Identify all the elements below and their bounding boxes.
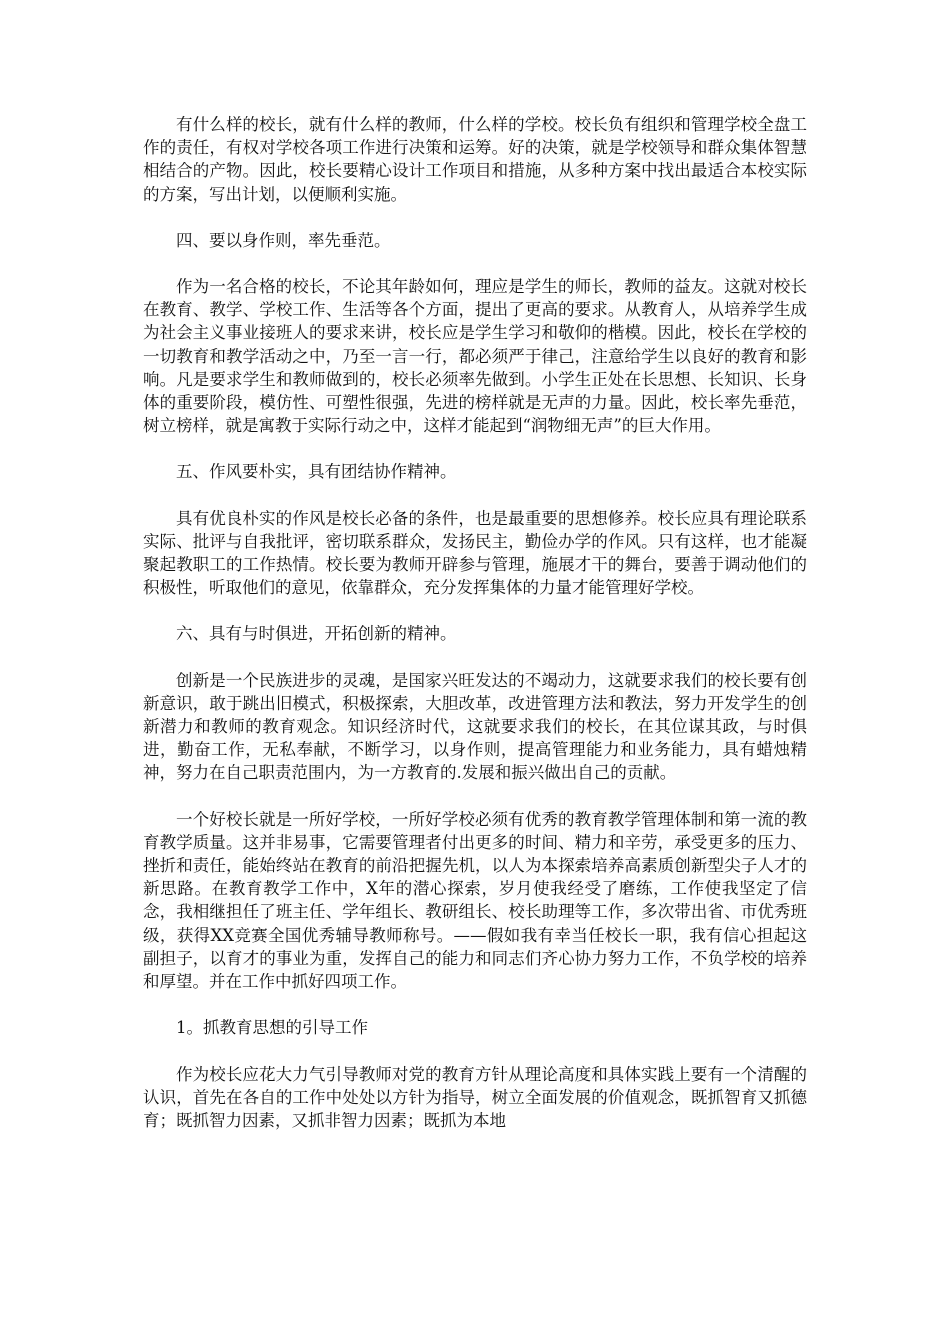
section-heading-5: 五、作风要朴实，具有团结协作精神。 [176, 462, 457, 482]
paragraph-lead-by-example: 作为一名合格的校长，不论其年龄如何，理应是学生的师长，教师的益友。这就对校长在教育、教学、学校工作、生活等各个方面，提出了更高的要求。从教育人，从培养学生成为社会主义事业接班人的要求来讲，校长应是学生学习和敬仰的楷模。因此，校长在学校的一切教育和教学活动之中，乃至一言一行，都必须严于律己，注意给学生以良好的教育和影响。凡是要求学生和教师做到的，校长必须率先做到。小学生正处在长思想、长知识、长身体的重要阶段，模仿性、可塑性很强，先进的榜样就是无声的力量。因此，校长率先垂范，树立榜样，就是寓教于实际行动之中，这样才能起到“润物细无声”的巨大作用。 [143, 277, 807, 436]
document-body [143, 113, 807, 1155]
section-heading-6: 六、具有与时俱进，开拓创新的精神。 [176, 624, 457, 644]
paragraph-good-principal: 一个好校长就是一所好学校，一所好学校必须有优秀的教育教学管理体制和第一流的教育教学质量。这并非易事，它需要管理者付出更多的时间、精力和辛劳，承受更多的压力、挫折和责任，能始终站在教育的前沿把握先机，以人为本探索培养高素质创新型尖子人才的新思路。在教育教学工作中，X年的潜心探索，岁月使我经受了磨练，工作使我坚定了信念，我相继担任了班主任、学年组长、教研组长、校长助理等工作，多次带出省、市优秀班级，获得XX竞赛全国优秀辅导教师称号。——假如我有幸当任校长一职，我有信心担起这副担子，以育才的事业为重，发挥自己的能力和同志们齐心协力努力工作，不负学校的培养和厚望。并在工作中抓好四项工作。 [143, 809, 807, 992]
paragraph-principal-responsibility: 有什么样的校长，就有什么样的教师，什么样的学校。校长负有组织和管理学校全盘工作的责任，有权对学校各项工作进行决策和运筹。好的决策，就是学校领导和群众集体智慧相结合的产物。因此，校长要精心设计工作项目和措施，从多种方案中找出最适合本校实际的方案，写出计划，以便顺利实施。 [143, 115, 807, 204]
paragraph-innovation: 创新是一个民族进步的灵魂，是国家兴旺发达的不竭动力，这就要求我们的校长要有创新意识，敢于跳出旧模式，积极探索，大胆改革，改进管理方法和教法，努力开发学生的创新潜力和教师的教育观念。知识经济时代，这就要求我们的校长，在其位谋其政，与时俱进，勤奋工作，无私奉献，不断学习，以身作则，提高管理能力和业务能力，具有蜡烛精神，努力在自己职责范围内，为一方教育的.发展和振兴做出自己的贡献。 [143, 670, 807, 783]
paragraph-education-guidance: 作为校长应花大力气引导教师对党的教育方针从理论高度和具体实践上要有一个清醒的认识，首先在各自的工作中处处以方针为指导，树立全面发展的价值观念，既抓智育又抓德育；既抓智力因素，又抓非智力因素；既抓为本地 [143, 1064, 807, 1130]
paragraph-style-and-unity: 具有优良朴实的作风是校长必备的条件，也是最重要的思想修养。校长应具有理论联系实际、批评与自我批评，密切联系群众，发扬民主，勤俭办学的作风。只有这样，也才能凝聚起教职工的工作热情。校长要为教师开辟参与管理，施展才干的舞台，要善于调动他们的积极性，听取他们的意见，依靠群众，充分发挥集体的力量才能管理好学校。 [143, 508, 807, 598]
subsection-heading-1: 1。抓教育思想的引导工作 [176, 1018, 368, 1038]
section-heading-4: 四、要以身作则，率先垂范。 [176, 230, 391, 250]
